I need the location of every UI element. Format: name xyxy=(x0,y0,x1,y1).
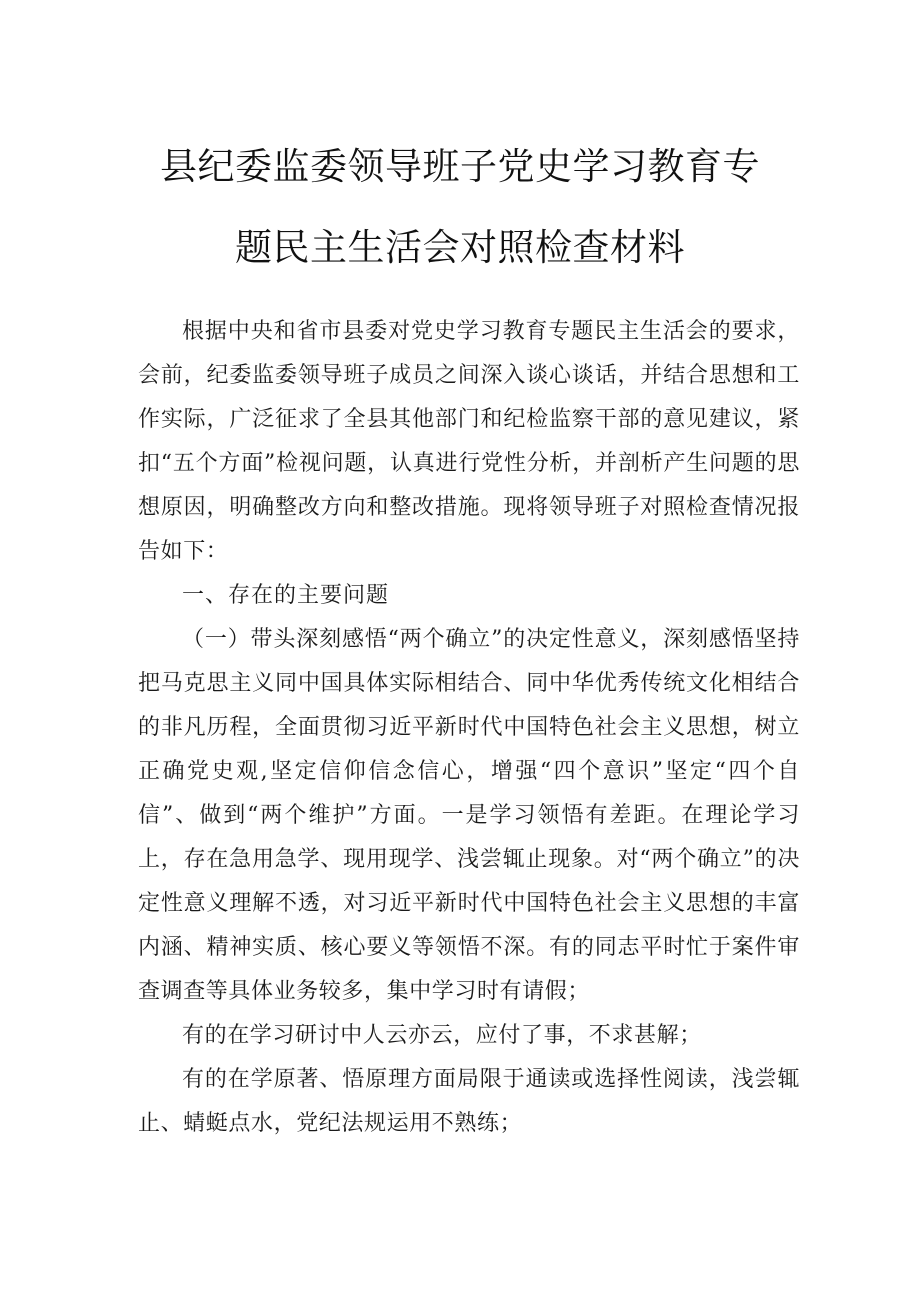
list-item-paragraph: 有的在学原著、悟原理方面局限于通读或选择性阅读，浅尝辄止、蜻蜓点水，党纪法规运用不熟练； xyxy=(138,1067,800,1136)
intro-paragraph: 根据中央和省市县委对党史学习教育专题民主生活会的要求，会前，纪委监委领导班子成员之间深入谈心谈话，并结合思想和工作实际，广泛征求了全县其他部门和纪检监察干部的意见建议，紧扣“五个方面”检视问题，认真进行党性分析，并剖析产生问题的思想原因，明确整改方向和整改措施。现将领导班子对照检查情况报告如下： xyxy=(138,319,800,564)
document-body xyxy=(138,310,800,1146)
section-heading: 一、存在的主要问题 xyxy=(182,583,390,608)
list-item-paragraph: 有的在学习研讨中人云亦云，应付了事，不求甚解； xyxy=(182,1023,702,1048)
document-title-line-1: 县纪委监委领导班子党史学习教育专 xyxy=(160,145,760,188)
subsection-paragraph: （一）带头深刻感悟“两个确立”的决定性意义，深刻感悟坚持把马克思主义同中国具体实际相结合、同中华优秀传统文化相结合的非凡历程，全面贯彻习近平新时代中国特色社会主义思想，树立正确党史观,坚定信仰信念信心，增强“四个意识”坚定“四个自信”、做到“两个维护”方面。一是学习领悟有差距。在理论学习上，存在急用急学、现用现学、浅尝辄止现象。对“两个确立”的决定性意义理解不透，对习近平新时代中国特色社会主义思想的丰富内涵、精神实质、核心要义等领悟不深。有的同志平时忙于案件审查调查等具体业务较多，集中学习时有请假； xyxy=(138,627,800,1004)
document-title-line-2: 题民主生活会对照检查材料 xyxy=(235,226,685,269)
